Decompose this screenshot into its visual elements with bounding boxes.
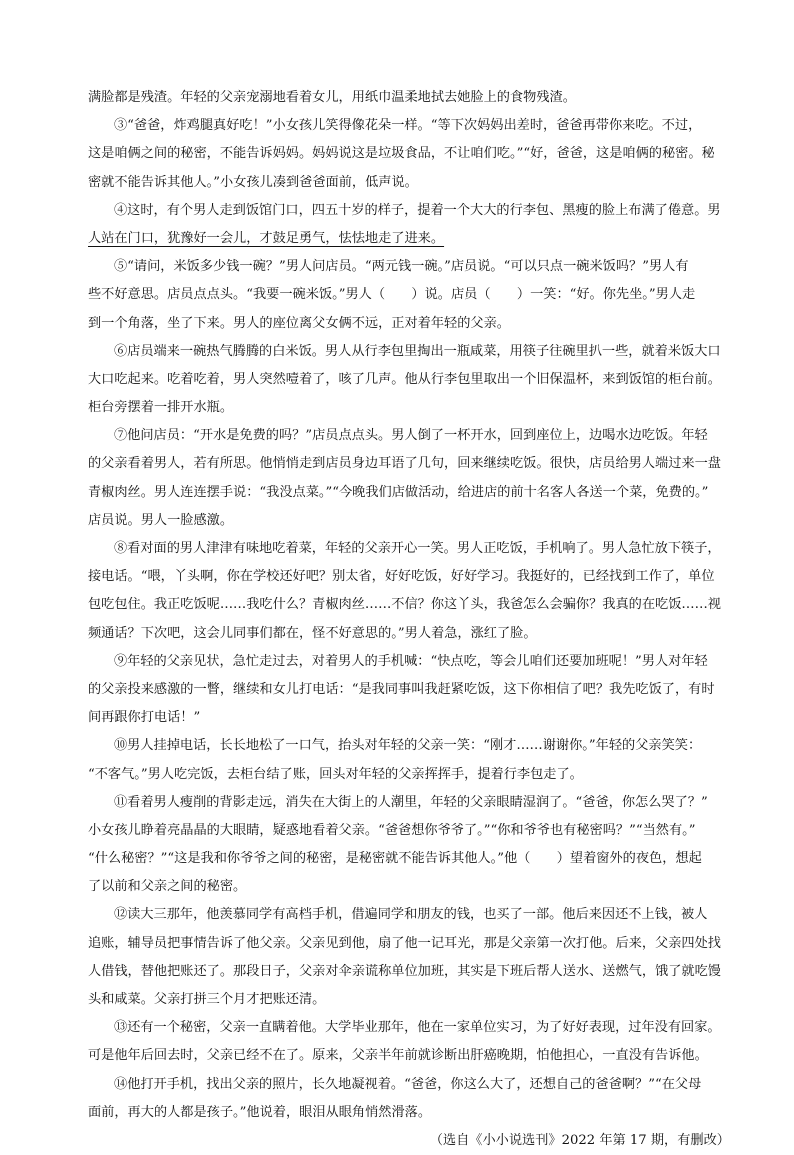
text-line: 小女孩儿睁着亮晶晶的大眼睛，疑惑地看着父亲。“爸爸想你爷爷了。”“你和爷爷也有秘密吗？”“当然有。” [88,822,696,838]
text-line: 包吃包住。我正吃饭呢……我吃什么？青椒肉丝……不信？你这丫头，我爸怎么会骗你？我真的在吃饭……视 [88,597,721,613]
text-line: 接电话。“喂，丫头啊，你在学校还好吧？别太省，好好吃饭，好好学习。我挺好的，已经找到工作了，单位 [88,569,715,585]
underlined-text-line: 人站在门口，犹豫好一会儿，才鼓足勇气，怯怯地走了进来。 [88,230,445,246]
text-line: 可是他年后回去时，父亲已经不在了。原来，父亲半年前就诊断出肝癌晚期，怕他担心，一直没有告诉他。 [88,1048,708,1064]
text-line: ⑬还有一个秘密，父亲一直瞒着他。大学毕业那年，他在一家单位实习，为了好好表现，过年没有回家。 [114,1020,721,1036]
text-line: 追账，辅导员把事情告诉了他父亲。父亲见到他，扇了他一记耳光，那是父亲第一次打他。后来，父亲四处找 [88,935,721,951]
source-citation: （选自《小小说选刊》2022 年第 17 期，有删改） [429,1132,730,1148]
text-line: “什么秘密？”“这是我和你爷爷之间的秘密，是秘密就不能告诉其他人。”他（ ）望着窗外的夜色，想起 [88,851,702,867]
text-line: 到一个角落，坐了下来。男人的座位离父女俩不远，正对着年轻的父亲。 [88,315,510,331]
text-line: 面前，再大的人都是孩子。”他说着，眼泪从眼角悄然滑落。 [88,1104,432,1120]
text-line: 大口吃起来。吃着吃着，男人突然噎着了，咳了几声。他从行李包里取出一个旧保温杯，来到饭馆的柜台前。 [88,371,721,387]
text-line: ⑥店员端来一碗热气腾腾的白米饭。男人从行李包里掏出一瓶咸菜，用筷子往碗里扒一些，就着米饭大口 [114,343,721,359]
text-line: 密就不能告诉其他人。”小女孩儿凑到爸爸面前，低声说。 [88,174,418,190]
text-line: ⑫读大三那年，他羡慕同学有高档手机，借遍同学和朋友的钱，也买了一部。他后来因还不上钱，被人 [114,907,708,923]
text-line: 头和咸菜。父亲打拼三个月才把账还清。 [88,992,326,1007]
text-line: ⑨年轻的父亲见状，急忙走过去，对着男人的手机喊：“快点吃，等会儿咱们还要加班呢！”男人对年轻 [114,653,708,669]
article-body [88,84,740,1155]
text-line: 柜台旁摆着一排开水瓶。 [88,400,234,416]
text-line: ⑤“请问，米饭多少钱一碗？”男人问店员。“两元钱一碗。”店员说。“可以只点一碗米饭吗？”男人有 [114,259,689,275]
text-line: 的父亲看着男人，若有所思。他悄悄走到店员身边耳语了几句，回来继续吃饭。很快，店员给男人端过来一盘 [88,456,721,472]
text-line: 青椒肉丝。男人连连摆手说：“我没点菜。”“今晚我们店做活动，给进店的前十名客人各送一个菜，免费的。” [88,484,709,500]
text-line: 频通话？下次吧，这会儿同事们都在，怪不好意思的。”男人着急，涨红了脸。 [88,625,537,641]
text-line: 店员说。男人一脸感激。 [88,512,234,528]
text-line: 这是咱俩之间的秘密，不能告诉妈妈。妈妈说这是垃圾食品，不让咱们吃。”“好，爸爸，这是咱俩的秘密。秘 [88,146,715,162]
text-line: 满脸都是残渣。年轻的父亲宠溺地看着女儿，用纸巾温柔地拭去她脸上的食物残渣。 [88,90,576,105]
text-line: 间再跟你打电话！” [88,710,201,726]
text-line: 的父亲投来感激的一瞥，继续和女儿打电话：“是我同事叫我赶紧吃饭，这下你相信了吧？我先吃饭了，有时 [88,681,715,697]
text-line: 些不好意思。店员点点头。“我要一碗米饭。”男人（ ）说。店员（ ）一笑：“好。你先坐。”男人走 [88,287,696,303]
text-line: “不客气。”男人吃完饭，去柜台结了账，回头对年轻的父亲挥挥手，提着行李包走了。 [88,766,583,782]
text-line: ⑭他打开手机，找出父亲的照片，长久地凝视着。“爸爸，你这么大了，还想自己的爸爸啊？”“在父母 [114,1076,702,1092]
text-line: ⑧看对面的男人津津有味地吃着菜，年轻的父亲开心一笑。男人正吃饭，手机响了。男人急忙放下筷子， [114,541,721,556]
text-line: 了以前和父亲之间的秘密。 [88,879,247,895]
text-line: ⑪看着男人瘦削的背影走远，消失在大街上的人潮里，年轻的父亲眼睛湿润了。“爸爸，你怎么哭了？” [114,794,708,810]
text-line: 人借钱，替他把账还了。那段日子，父亲对伞亲谎称单位加班，其实是下班后帮人送水、送燃气，饿了就吃馒 [88,963,721,979]
text-line: ⑩男人挂掉电话，长长地松了一口气，抬头对年轻的父亲一笑：“刚才……谢谢你。”年轻的父亲笑笑： [114,738,702,754]
text-line: ⑦他问店员：“开水是免费的吗？”店员点点头。男人倒了一杯开水，回到座位上，边喝水边吃饭。年轻 [114,428,708,444]
text-line: ③“爸爸，炸鸡腿真好吃！”小女孩儿笑得像花朵一样。“等下次妈妈出差时，爸爸再带你来吃。不过， [114,118,702,134]
text-line: ④这时，有个男人走到饭馆门口，四五十岁的样子，提着一个大大的行李包、黑瘦的脸上布满了倦意。男 [114,202,721,218]
